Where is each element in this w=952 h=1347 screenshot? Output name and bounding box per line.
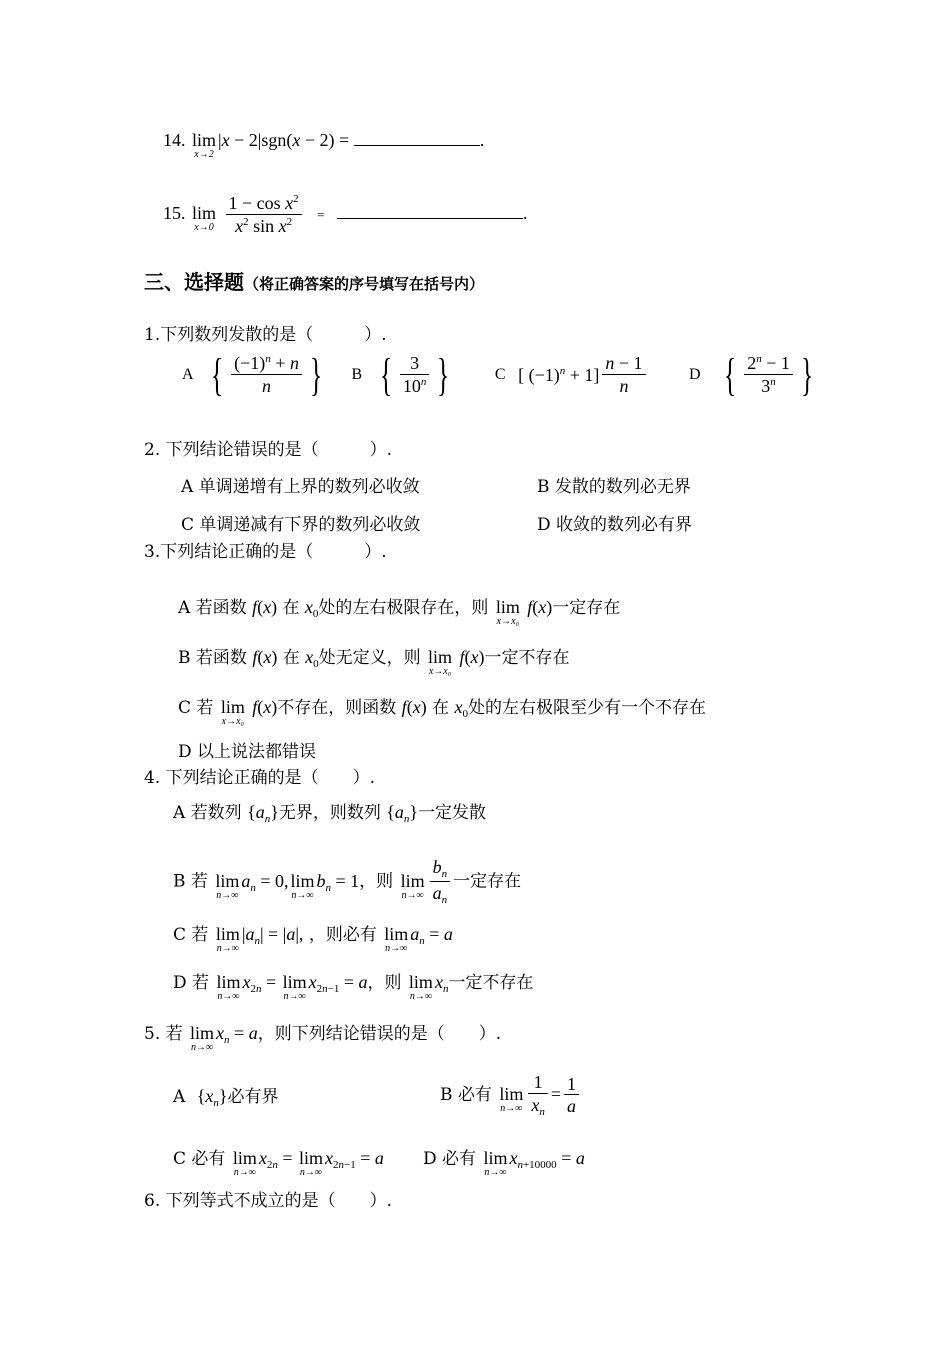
option-a[interactable]: A { $\frac{(-1)^n + n}{n}$ } [182, 349, 323, 400]
option-b[interactable]: B 若 lim n→∞ $a_n = 0$, lim n→∞ $b_n = 1$，则 lim n→∞ $\frac{b_n}{a_n}$ 一定存在 [173, 857, 522, 906]
limit-expression: lim x→2 [192, 130, 217, 160]
question-1-options [182, 349, 818, 400]
limit-expression: lim x→0 [192, 203, 217, 234]
option-c[interactable]: C 若 lim n→∞ $|a_n| = |a|$, ，则必有 lim n→∞ $a_n = a$ [173, 924, 453, 954]
option-a[interactable]: A 若函数 f(x) 在 $x_0$处的左右极限存在，则 lim x→x₀ f(x)一定存在 [178, 597, 621, 627]
question-number: 15. [163, 203, 186, 224]
section-title: 三、选择题 [144, 270, 244, 294]
fraction: $\frac{1 - \cos x^2}{x^2 \sin x^2}$ [226, 193, 302, 237]
question-4-stem: 4. 下列结论正确的是（ ）. [144, 768, 376, 788]
option-a[interactable]: A 若数列 $\{a_n\}$无界，则数列 $\{a_n\}$一定发散 [173, 802, 487, 825]
option-c[interactable]: C 单调递减有下界的数列必收敛 [181, 515, 421, 535]
question-6-stem: 6. 下列等式不成立的是（ ）. [144, 1191, 393, 1211]
question-15: 15. lim x→0 $\frac{1 - \cos x^2}{x^2 \sin x^2}$ = . [163, 193, 528, 236]
option-c[interactable]: C 若 lim x→x₀ f(x)不存在，则函数 f(x) 在 $x_0$处的左右极限至少有一个不存在 [178, 697, 706, 727]
question-5-stem: 5. 若 lim n→∞ $x_n = a$，则下列结论错误的是（ ）. [144, 1023, 502, 1053]
option-d[interactable]: D 若 lim n→∞ $x_{2n} = \lim$ n→∞ $x_{2n-1} = a$，则 lim n→∞ $x_n$一定不存在 [173, 972, 534, 1002]
option-b[interactable]: B 必有 lim n→∞ $\frac{1}{x_n}$ = $\frac{1}{a}$ [440, 1072, 582, 1119]
option-d[interactable]: D { $\frac{2^n - 1}{3^n}$ } [689, 349, 813, 400]
option-b[interactable]: B 发散的数列必无界 [537, 477, 691, 497]
option-b[interactable]: B 若函数 f(x) 在 $x_0$处无定义，则 lim x→x₀ f(x)一定不存在 [178, 647, 570, 677]
question-number: 14. [163, 130, 186, 150]
question-3-stem: 3.下列结论正确的是（ ）. [144, 542, 387, 562]
option-d[interactable]: D 收敛的数列必有界 [537, 515, 693, 535]
question-14: 14. lim x→2 |x − 2|sgn(x − 2) = . [163, 127, 484, 151]
section-heading [144, 266, 484, 295]
section-subtitle: （将正确答案的序号填写在括号内） [244, 275, 485, 293]
option-d[interactable]: D 以上说法都错误 [178, 742, 317, 762]
option-a[interactable]: A 单调递增有上界的数列必收敛 [181, 477, 420, 497]
answer-blank[interactable] [337, 200, 523, 219]
option-a[interactable]: A $\{x_n\}$必有界 [173, 1086, 279, 1109]
option-d[interactable]: D 必有 lim n→∞ $x_{n+10000} = a$ [423, 1148, 585, 1178]
question-2-stem: 2. 下列结论错误的是（ ）. [144, 440, 393, 460]
question-1-stem: 1.下列数列发散的是（ ）. [144, 325, 387, 345]
option-c[interactable]: C 必有 lim n→∞ $x_{2n} = \lim$ n→∞ $x_{2n-1} = a$ [173, 1148, 384, 1178]
answer-blank[interactable] [354, 127, 480, 146]
option-c[interactable]: C [ $(-1)^n + 1$] $\frac{n - 1}{n}$ [495, 353, 649, 397]
option-b[interactable]: B { $\frac{3}{10^n}$ } [351, 349, 450, 400]
